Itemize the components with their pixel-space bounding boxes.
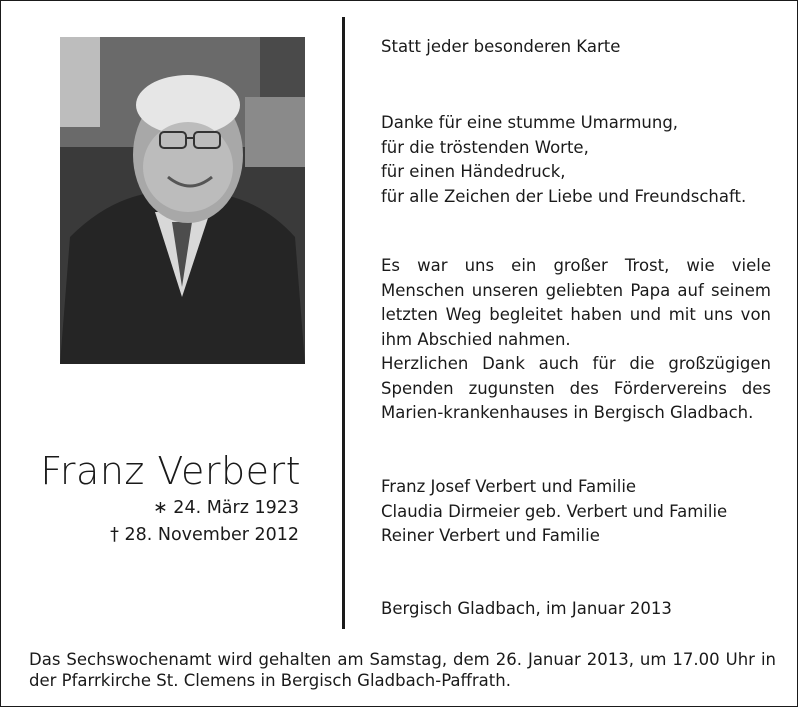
portrait-image [60,37,305,364]
message-paragraph: Herzlichen Dank auch für die großzügigen Spenden zugunsten des Fördervereins des Marien-krankenhauses in Bergisch Gladbach. [381,354,771,422]
greeting-line: Statt jeder besonderen Karte [381,37,621,56]
poem-line: Danke für eine stumme Umarmung, [381,113,679,132]
thanks-poem [381,111,771,209]
signer: Reiner Verbert und Familie [381,526,600,545]
thanks-message [381,254,771,426]
birth-date: ∗ 24. März 1923 [153,498,299,518]
signers-list [381,475,771,549]
portrait-photo [60,37,305,364]
deceased-name: Franz Verbert [40,449,301,493]
signer: Franz Josef Verbert und Familie [381,477,637,496]
place-date: Bergisch Gladbach, im Januar 2013 [381,599,672,618]
signer: Claudia Dirmeier geb. Verbert und Familie [381,501,728,521]
death-date: † 28. November 2012 [110,525,299,545]
column-divider [342,17,345,629]
service-notice: Das Sechswochenamt wird gehalten am Samstag, dem 26. Januar 2013, um 17.00 Uhr in der Pfarrkirche St. Clemens in Bergisch Gladbach-Paffrath. [29,650,776,690]
poem-line: für die tröstenden Worte, [381,137,589,157]
poem-line: für einen Händedruck, [381,162,566,181]
poem-line: für alle Zeichen der Liebe und Freundschaft. [381,186,747,206]
message-paragraph: Es war uns ein großer Trost, wie viele Menschen unseren geliebten Papa auf seinem letzten Weg begleitet haben und mit uns von ihm Abschied nahmen. [381,256,771,349]
